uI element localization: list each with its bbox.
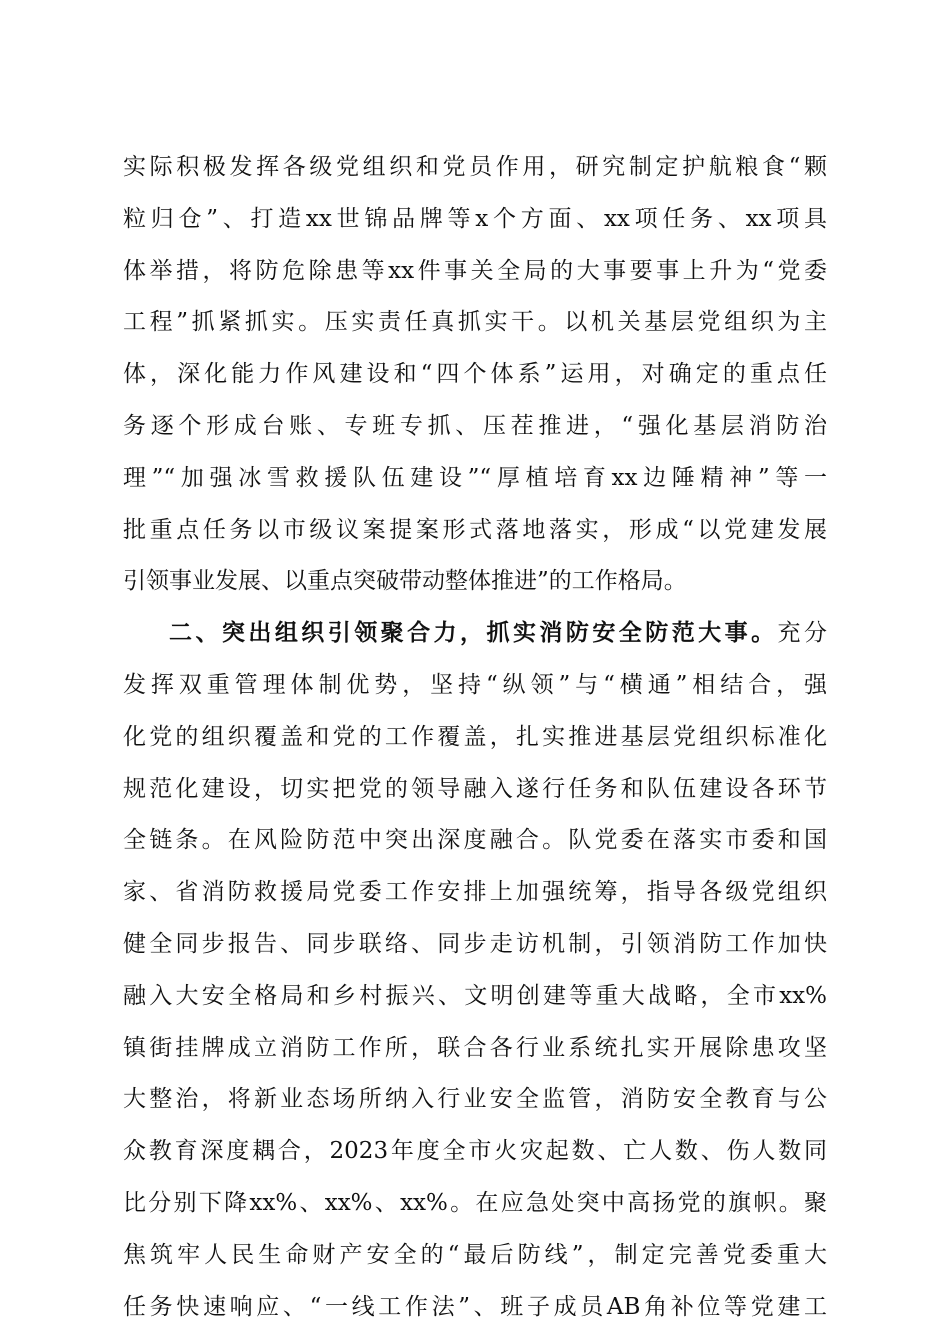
paragraph-2-line-1-rest: 充分 <box>777 620 828 647</box>
paragraph-2-line-13: 焦筑牢人民生命财产安全的“最后防线”，制定完善党委重大 <box>123 1241 827 1268</box>
paragraph-2-line-12: 比分别下降xx%、xx%、xx%。在应急处突中高扬党的旗帜。聚 <box>123 1189 827 1216</box>
paragraph-2-line-2: 发挥双重管理体制优势，坚持“纵领”与“横通”相结合，强 <box>123 671 827 698</box>
paragraph-1-line-6: 务逐个形成台账、专班专抓、压茬推进，“强化基层消防治 <box>123 412 827 439</box>
paragraph-2-line-1 <box>123 608 827 660</box>
paragraph-1-line-8: 批重点任务以市级议案提案形式落地落实，形成“以党建发展 <box>123 516 827 543</box>
paragraph-2-line-11: 众教育深度耦合，2023年度全市火灾起数、亡人数、伤人数同 <box>123 1138 827 1165</box>
paragraph-2-line-6: 家、省消防救援局党委工作安排上加强统筹，指导各级党组织 <box>123 879 827 906</box>
paragraph-1-line-4: 工程”抓紧抓实。压实责任真抓实干。以机关基层党组织为主 <box>123 309 827 336</box>
paragraph-2-line-14: 任务快速响应、“一线工作法”、班子成员AB角补位等党建工 <box>123 1293 827 1320</box>
paragraph-1-line-1: 实际积极发挥各级党组织和党员作用，研究制定护航粮食“颗 <box>123 154 827 180</box>
paragraph-1-line-7: 理”“加强冰雪救援队伍建设”“厚植培育xx边陲精神”等一 <box>123 464 827 491</box>
paragraph-2-line-4: 规范化建设，切实把党的领导融入遂行任务和队伍建设各环节 <box>123 775 827 802</box>
paragraph-2-line-5: 全链条。在风险防范中突出深度融合。队党委在落实市委和国 <box>123 827 827 854</box>
paragraph-2-line-7: 健全同步报告、同步联络、同步走访机制，引领消防工作加快 <box>123 930 827 957</box>
paragraph-1-line-9: 引领事业发展、以重点突破带动整体推进”的工作格局。 <box>123 568 687 595</box>
paragraph-2-line-10: 大整治，将新业态场所纳入行业安全监管，消防安全教育与公 <box>123 1086 827 1113</box>
paragraph-1-line-5: 体，深化能力作风建设和“四个体系”运用，对确定的重点任 <box>123 361 827 388</box>
section-heading: 二、突出组织引领聚合力，抓实消防安全防范大事。 <box>169 620 778 647</box>
body-text <box>123 142 827 1333</box>
paragraph-2-line-3: 化党的组织覆盖和党的工作覆盖，扎实推进基层党组织标准化 <box>123 723 827 750</box>
paragraph-1-line-2: 粒归仓”、打造xx世锦品牌等x个方面、xx项任务、xx项具 <box>123 205 827 232</box>
paragraph-2-line-9: 镇街挂牌成立消防工作所，联合各行业系统扎实开展除患攻坚 <box>123 1034 827 1061</box>
paragraph-1-line-3: 体举措，将防危除患等xx件事关全局的大事要事上升为“党委 <box>123 257 827 284</box>
paragraph-2-line-8: 融入大安全格局和乡村振兴、文明创建等重大战略，全市xx% <box>123 982 827 1009</box>
